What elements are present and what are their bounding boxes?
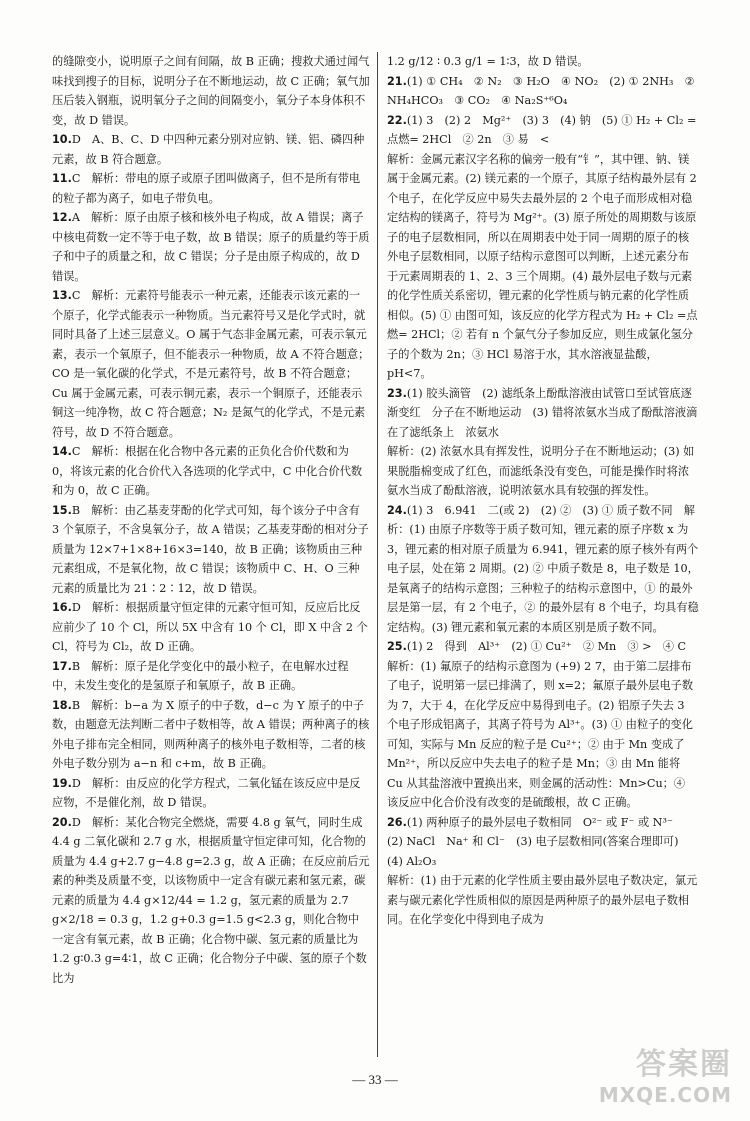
question-number: 13. <box>52 289 72 302</box>
answer-text: D 解析：某化合物完全燃烧，需要 4.8 g 氧气，同时生成 4.4 g 二氧化碳和 2.7 g 水，根据质量守恒定律可知，化合物的质量为 4.4 g+2.7 g−4.8 g=2.3 g，故 A 正确；在反应前后元素的种类及质量不变，以该物质中一定含有碳元素和氢元素，碳元素的质量为 4.4 g×12/44 = 1.2 g，氢元素的质量为 2.7 g×2/18 = 0.3 g，1.2 g+0.3 g=1.5 g<2.3 g，则化合物中一定含有氧元素，故 B 正确；化合物中碳、氢元素的质量比为 1.2 g∶0.3 g=4∶1，故 C 正确；化合物分子中碳、氢的原子个数比为 <box>52 815 370 985</box>
question-number: 16. <box>52 601 72 614</box>
answer-text: (1) 3 6.941 二(或 2) (2) ② (3) ① 质子数不同 解析：(1) 由原子序数等于质子数可知，锂元素的原子序数 x 为 3，锂元素的相对原子质量为 6.941，锂元素的原子核外有两个电子层，处在第 2 周期。(2) ② 中质子数是 8，电子数是 10，是氧离子的结构示意图；三种粒子的结构示意图中，① 的最外层是第一层，有 2 个电子，② 的最外层有 8 个电子，均具有稳定结构。(3) 锂元素和氧元素的本质区别是质子数不同。 <box>387 503 699 634</box>
answer-item <box>387 384 699 443</box>
answer-item <box>52 208 370 286</box>
answer-text: 解析：(2) 浓氨水具有挥发性，说明分子在不断地运动；(3) 如果脱脂棉变成了红色，而滤纸条没有变色，可能是操作时将浓氨水当成了酚酞溶液，说明浓氨水具有较强的挥发性。 <box>387 445 695 497</box>
question-number: 18. <box>52 698 72 712</box>
answer-item <box>52 52 370 130</box>
answer-item <box>387 501 699 638</box>
answer-item <box>52 442 370 501</box>
answer-item <box>52 501 370 599</box>
right-column <box>387 52 699 930</box>
answer-item <box>387 637 699 657</box>
answer-text: D A、B、C、D 中四种元素分别对应钠、镁、铝、磷四种元素，故 B 符合题意。 <box>52 133 365 166</box>
answer-item <box>52 286 370 442</box>
answer-item <box>387 52 699 72</box>
page-number: — 33 — <box>352 1072 398 1087</box>
answer-item <box>387 442 699 501</box>
left-column <box>52 52 370 988</box>
answer-text: A 解析：原子由原子核和核外电子构成，故 A 错误；离子中核电荷数一定不等于电子数，故 B 错误；原子的质量约等于质子和中子的质量之和，故 C 错误；分子是由原子构成的，故 D 错误。 <box>52 211 370 283</box>
answer-text: D 解析：由反应的化学方程式，二氧化锰在该反应中是反应物，不是催化剂，故 D 错误。 <box>52 776 361 809</box>
answer-item <box>52 169 370 208</box>
answer-item <box>387 813 699 872</box>
question-number: 17. <box>52 659 72 673</box>
answer-item <box>387 657 699 813</box>
question-number: 20. <box>52 815 72 829</box>
answer-text: 解析：金属元素汉字名称的偏旁一般有“钅”，其中锂、钠、镁属于金属元素。(2) 镁元素的一个原子，其原子结构最外层有 2 个电子，在化学反应中易失去最外层的 2 个电子而形成相对稳定结构的镁离子，符号为 Mg²⁺。(3) 原子所处的周期数与该原子的电子层数相同，所以在周期表中处于同一周期的原子的核外电子层数相同，以原子结构示意图可以判断，上述元素分布于元素周期表的 1、2、3 三个周期。(4) 最外层电子数与元素的化学性质关系密切，锂元素的化学性质与钠元素的化学性质相似。(5) ① 由图可知，该反应的化学方程式为 H₂ + Cl₂ =点燃= 2HCl；② 若有 n 个氯气分子参加反应，则生成氯化氢分子的个数为 2n；③ HCl 易溶于水，其水溶液显盐酸，pH<7。 <box>387 152 698 380</box>
question-number: 25. <box>387 640 407 653</box>
answer-text: (1) 3 (2) 2 Mg²⁺ (3) 3 (4) 钠 (5) ① H₂ + Cl₂ =点燃= 2HCl ② 2n ③ 易 < <box>387 113 697 146</box>
answer-item <box>52 657 370 696</box>
answer-item <box>52 130 370 169</box>
question-number: 24. <box>387 503 407 517</box>
watermark-text: 答案圈 <box>636 1047 732 1082</box>
answer-text: (1) 胶头滴管 (2) 滤纸条上酚酞溶液由试管口至试管底逐渐变红 分子在不断地运动 (3) 错将浓氨水当成了酚酞溶液滴在了滤纸条上 浓氨水 <box>387 386 698 439</box>
answer-item <box>52 813 370 989</box>
answer-text: B 解析：b−a 为 X 原子的中子数，d−c 为 Y 原子的中子数，由题意无法判断二者中子数相等，故 A 错误；两种离子的核外电子排布完全相同，则两种离子的核外电子数相等，二者的核外电子数分别为 a−n 和 c+m，故 B 正确。 <box>52 698 370 770</box>
question-number: 21. <box>387 74 407 88</box>
answer-text: (1) 两种原子的最外层电子数相同 O²⁻ 或 F⁻ 或 N³⁻ (2) NaCl Na⁺ 和 Cl⁻ (3) 电子层数相同(答案合理即可) (4) Al₂O₃ <box>387 815 690 868</box>
answer-text: 的缝隙变小，说明原子之间有间隔，故 B 正确；搜救犬通过闻气味找到搜子的目标，说明分子在不断地运动，故 C 正确；氧气加压后装入钢瓶，说明氧分子之间的间隔变小，氧分子本身体积不变，故 D 错误。 <box>52 55 370 127</box>
answer-text: (1) ① CH₄ ② N₂ ③ H₂O ④ NO₂ (2) ① 2NH₃ ② NH₄HCO₃ ③ CO₂ ④ Na₂S⁺⁶O₄ <box>387 74 695 107</box>
answer-item <box>52 598 370 657</box>
question-number: 22. <box>387 113 407 127</box>
answer-text: D 解析：根据质量守恒定律的元素守恒可知，反应后比反应前少了 10 个 Cl，所以 5X 中含有 10 个 Cl，即 X 中含 2 个 Cl，符号为 Cl₂，故 D 正确。 <box>52 601 368 653</box>
answer-text: 解析：(1) 由于元素的化学性质主要由最外层电子数决定，氯元素与碳元素化学性质相似的原因是两种原子的最外层电子数相同。在化学变化中得到电子成为 <box>387 874 698 926</box>
answer-text: (1) 2 得到 Al³⁺ (2) ① Cu²⁺ ② Mn ③ > ④ C <box>406 640 687 653</box>
answer-item <box>52 774 370 813</box>
answer-item <box>52 696 370 774</box>
question-number: 23. <box>387 386 407 400</box>
question-number: 10. <box>52 133 72 146</box>
question-number: 11. <box>52 172 72 185</box>
answer-item <box>387 111 699 150</box>
question-number: 12. <box>52 211 72 224</box>
question-number: 14. <box>52 445 72 458</box>
answer-text: 解析：(1) 氟原子的结构示意图为 (+9) 2 7，由于第二层排布了电子，说明第一层已排满了，则 x=2；氟原子最外层电子数为 7，大于 4，在化学反应中易得到电子。(2) 铝原子失去 3 个电子形成铝离子，其离子符号为 Al³⁺。(3) ① 由粒子的变化可知，实际与 Mn 反应的粒子是 Cu²⁺；② 由于 Mn 变成了 Mn²⁺，所以反应中失去电子的粒子是 Mn；③ 由 Mn 能将 Cu 从其盐溶液中置换出来，则金属的活动性：Mn>Cu；④ 该反应中化合价没有改变的是硫酸根，故 C 正确。 <box>387 659 694 809</box>
answer-text: 1.2 g/12 ∶ 0.3 g/1 = 1∶3，故 D 错误。 <box>387 55 589 68</box>
answer-item <box>387 150 699 384</box>
column-divider <box>377 52 378 1057</box>
question-number: 26. <box>387 815 407 829</box>
answer-text: C 解析：根据在化合物中各元素的正负化合价代数和为 0，将该元素的化合价代入各选项的化学式中，C 中化合价代数和为 0，故 C 正确。 <box>52 445 363 497</box>
watermark-url: MXQE.COM <box>598 1083 732 1107</box>
answer-text: C 解析：元素符号能表示一种元素，还能表示该元素的一个原子，化学式能表示一种物质。当元素符号又是化学式时，就同时具备了上述三层意义。O 属于气态非金属元素，可表示氧元素，表示一个氧原子，但不能表示一种物质，故 A 不符合题意；CO 是一氧化碳的化学式，不是元素符号，故 B 不符合题意；Cu 属于金属元素，可表示铜元素，表示一个铜原子，还能表示铜这一纯净物，故 C 符合题意；N₂ 是氮气的化学式，不是元素符号，故 D 不符合题意。 <box>52 289 370 439</box>
answer-text: B 解析：由乙基麦芽酚的化学式可知，每个该分子中含有 3 个氧原子，不含臭氧分子，故 A 错误；乙基麦芽酚的相对分子质量为 12×7+1×8+16×3=140，故 B 正确；该物质由三种元素组成，不是氧化物，故 C 错误；该物质中 C、H、O 三种元素的质量比为 21∶2∶12，故 D 错误。 <box>52 503 369 595</box>
watermark-logo <box>599 1039 732 1107</box>
answer-text: B 解析：原子是化学变化中的最小粒子，在电解水过程中，未发生变化的是氢原子和氧原子，故 B 正确。 <box>52 659 349 692</box>
question-number: 19. <box>52 776 72 790</box>
answer-text: C 解析：带电的原子或原子团叫做离子，但不是所有带电的粒子都为离子，如电子带负电。 <box>52 172 361 205</box>
answer-item <box>387 871 699 930</box>
answer-item <box>387 72 699 111</box>
question-number: 15. <box>52 503 72 517</box>
